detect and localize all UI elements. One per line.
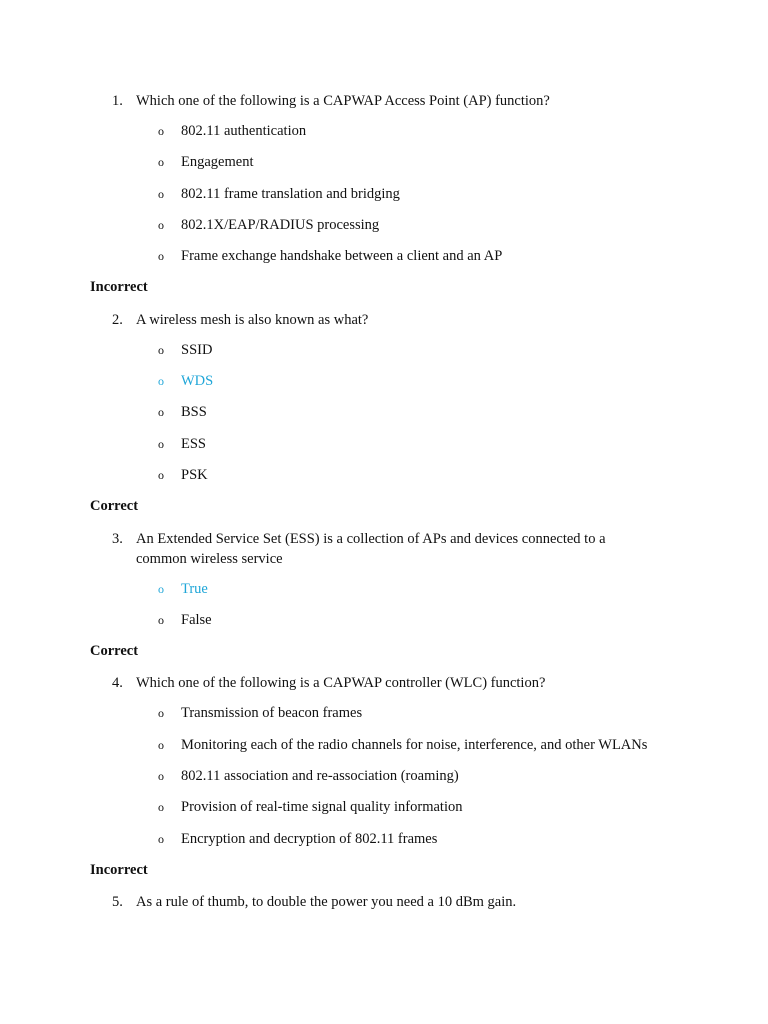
circle-bullet-icon: o (158, 186, 164, 201)
question-number: 3. (112, 530, 123, 547)
result-label: Correct (90, 498, 139, 515)
circle-bullet-icon: o (158, 124, 164, 138)
answer-option[interactable] (158, 610, 768, 641)
question-2 (112, 309, 656, 340)
quiz-document (0, 90, 768, 922)
answer-option[interactable] (158, 735, 768, 766)
circle-bullet-icon: o (158, 405, 164, 420)
question-number: 1. (112, 93, 123, 109)
result-label: Correct (90, 643, 139, 660)
circle-bullet-icon: o (158, 706, 164, 721)
answer-option[interactable] (158, 215, 768, 246)
answer-options (0, 121, 768, 277)
question-1 (112, 90, 656, 121)
question-4 (112, 672, 656, 703)
answer-option[interactable] (158, 703, 768, 734)
answer-option-label: Monitoring each of the radio channels for noise, interference, and other WLANs (181, 736, 648, 753)
circle-bullet-icon: o (158, 249, 164, 264)
circle-bullet-icon: o (158, 467, 164, 482)
circle-bullet-icon: o (158, 581, 164, 596)
result-label: Incorrect (90, 279, 148, 296)
circle-bullet-icon: o (158, 342, 164, 357)
question-number: 4. (112, 675, 123, 692)
answer-option[interactable] (158, 246, 768, 277)
circle-bullet-icon: o (158, 155, 164, 170)
question-number: 5. (112, 894, 123, 911)
answer-options (0, 340, 768, 496)
answer-option[interactable] (158, 340, 768, 371)
answer-option-label: Transmission of beacon frames (181, 705, 363, 722)
answer-option[interactable] (158, 184, 768, 215)
answer-options (0, 579, 768, 642)
circle-bullet-icon: o (158, 769, 164, 784)
answer-option-label: SSID (181, 341, 213, 358)
answer-option-label: PSK (181, 466, 208, 483)
answer-option-label: 802.1X/EAP/RADIUS processing (181, 216, 380, 233)
circle-bullet-icon: o (158, 612, 164, 627)
answer-option[interactable] (158, 434, 768, 465)
answer-option-label: BSS (181, 404, 207, 421)
answer-option[interactable] (158, 579, 768, 610)
question-text: Which one of the following is a CAPWAP Access Point (AP) function? (136, 93, 550, 109)
question-text: As a rule of thumb, to double the power you need a 10 dBm gain. (136, 894, 517, 911)
answer-option[interactable] (158, 371, 768, 402)
answer-option-label: WDS (181, 373, 214, 390)
circle-bullet-icon: o (158, 831, 164, 846)
answer-option[interactable] (158, 465, 768, 496)
answer-option-label: 802.11 frame translation and bridging (181, 185, 400, 202)
question-number: 2. (112, 311, 123, 328)
answer-option-label: 802.11 authentication (181, 123, 307, 139)
answer-option-label: ESS (181, 435, 206, 452)
answer-option[interactable] (158, 152, 768, 183)
circle-bullet-icon: o (158, 436, 164, 451)
answer-options (0, 703, 768, 859)
circle-bullet-icon: o (158, 374, 164, 389)
answer-option-label: Engagement (181, 154, 254, 171)
question-text: A wireless mesh is also known as what? (136, 311, 369, 328)
answer-option-label: Provision of real-time signal quality information (181, 799, 463, 816)
answer-option[interactable] (158, 402, 768, 433)
circle-bullet-icon: o (158, 217, 164, 232)
question-text: Which one of the following is a CAPWAP controller (WLC) function? (136, 675, 546, 692)
answer-option[interactable] (158, 829, 768, 860)
answer-option-label: 802.11 association and re-association (roaming) (181, 768, 459, 785)
circle-bullet-icon: o (158, 800, 164, 815)
result-label: Incorrect (90, 861, 148, 878)
circle-bullet-icon: o (158, 737, 164, 752)
answer-option[interactable] (158, 121, 768, 152)
question-3 (112, 528, 656, 579)
answer-option-label: True (181, 580, 208, 597)
answer-option-label: Encryption and decryption of 802.11 frames (181, 830, 438, 847)
answer-option[interactable] (158, 797, 768, 828)
answer-option-label: False (181, 611, 212, 628)
question-text: An Extended Service Set (ESS) is a collection of APs and devices connected to a common wireless service (136, 530, 606, 567)
question-5 (112, 891, 656, 922)
answer-option[interactable] (158, 766, 768, 797)
answer-option-label: Frame exchange handshake between a client and an AP (181, 248, 503, 265)
